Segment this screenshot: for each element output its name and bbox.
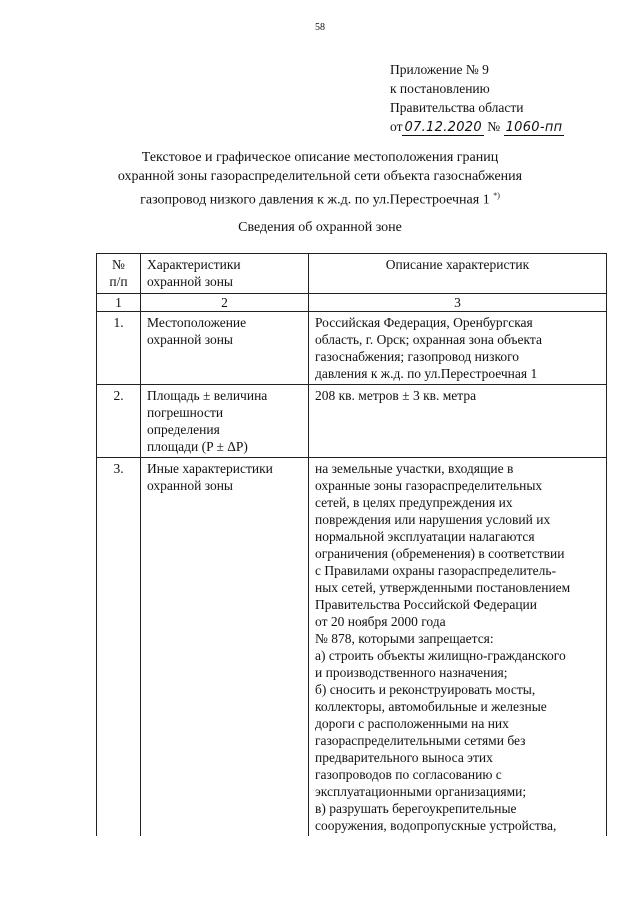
footnote-mark: *) — [493, 191, 500, 200]
row-characteristic — [141, 312, 309, 385]
row-characteristic — [141, 458, 309, 837]
table-row — [97, 312, 607, 385]
appendix-block — [390, 60, 564, 137]
description-line: коллекторы, автомобильные и железные — [315, 699, 547, 714]
description-line: Правительства Российской Федерации — [315, 597, 537, 612]
description-line: сооружения, водопропускные устройства, — [315, 818, 557, 833]
description-line: газоснабжения; газопровод низкого — [315, 349, 520, 364]
description-line: газораспределительными сетями без — [315, 733, 526, 748]
characteristic-line: погрешности — [147, 405, 224, 420]
section-title: Сведения об охранной зоне — [238, 220, 402, 235]
document-title — [80, 148, 560, 210]
header-num-cell — [97, 254, 141, 294]
description-line: на земельные участки, входящие в — [315, 461, 514, 476]
appendix-line-1: Приложение № 9 — [390, 62, 489, 77]
header-description-cell: Описание характеристик — [309, 254, 607, 294]
description-line: дороги с расположенными на них — [315, 716, 509, 731]
row-characteristic — [141, 385, 309, 458]
description-line: давления к ж.д. по ул.Перестроечная 1 — [315, 366, 538, 381]
header-num-line: п/п — [109, 274, 128, 289]
table-header-row — [97, 254, 607, 294]
row-description — [309, 385, 607, 458]
column-numbers-row — [97, 294, 607, 312]
title-line-1: Текстовое и графическое описание местоположения границ — [141, 150, 499, 165]
appendix-date-line — [390, 117, 564, 137]
characteristic-line: Иные характеристики — [147, 461, 273, 476]
title-line-3-text: газопровод низкого давления к ж.д. по ул.Перестроечная 1 — [140, 192, 490, 208]
header-num-line: № — [112, 257, 125, 272]
characteristic-line: определения — [147, 422, 220, 437]
description-line: 208 кв. метров ± 3 кв. метра — [315, 388, 477, 403]
appendix-line-3: Правительства области — [390, 100, 524, 115]
title-line-3 — [80, 186, 560, 210]
column-number: 3 — [309, 294, 607, 312]
handwritten-date: 07.12.2020 — [404, 120, 482, 135]
description-line: № 878, которыми запрещается: — [315, 631, 494, 646]
column-number: 1 — [97, 294, 141, 312]
row-number: 3. — [97, 458, 141, 837]
row-number: 2. — [97, 385, 141, 458]
header-characteristics-cell — [141, 254, 309, 294]
page-number: 58 — [315, 22, 325, 33]
description-line: б) сносить и реконструировать мосты, — [315, 682, 536, 697]
header-characteristics-line: охранной зоны — [147, 274, 234, 289]
number-prefix: № — [487, 119, 501, 134]
description-line: и производственного назначения; — [315, 665, 508, 680]
description-line: ограничения (обременения) в соответствии — [315, 546, 565, 561]
title-line-2: охранной зоны газораспределительной сети объекта газоснабжения — [117, 169, 523, 184]
description-line: газопроводов по согласованию с — [315, 767, 502, 782]
row-description — [309, 312, 607, 385]
description-line: а) строить объекты жилищно-гражданского — [315, 648, 566, 663]
characteristic-line: охранной зоны — [147, 478, 234, 493]
description-line: от 20 ноября 2000 года — [315, 614, 446, 629]
date-prefix: от — [390, 119, 403, 134]
row-description — [309, 458, 607, 837]
table-row — [97, 458, 607, 837]
description-line: предварительного выноса этих — [315, 750, 493, 765]
characteristic-line: Местоположение — [147, 315, 247, 330]
characteristic-line: Площадь ± величина — [147, 388, 268, 403]
handwritten-number: 1060-пп — [505, 120, 563, 135]
row-number: 1. — [97, 312, 141, 385]
description-line: повреждения или нарушения условий их — [315, 512, 551, 527]
description-line: нормальной эксплуатации налагаются — [315, 529, 535, 544]
description-line: с Правилами охраны газораспределитель- — [315, 563, 557, 578]
description-line: в) разрушать берегоукрепительные — [315, 801, 517, 816]
description-line: сетей, в целях предупреждения их — [315, 495, 513, 510]
description-line: область, г. Орск; охранная зона объекта — [315, 332, 542, 347]
description-line: охранные зоны газораспределительных — [315, 478, 543, 493]
table-row — [97, 385, 607, 458]
header-characteristics-line: Характеристики — [147, 257, 241, 272]
description-line: ных сетей, утвержденными постановлением — [315, 580, 571, 595]
characteristic-line: площади (P ± ΔP) — [147, 439, 248, 454]
column-number: 2 — [141, 294, 309, 312]
zone-info-table — [96, 253, 607, 836]
description-line: Российская Федерация, Оренбургская — [315, 315, 533, 330]
characteristic-line: охранной зоны — [147, 332, 234, 347]
appendix-line-2: к постановлению — [390, 81, 490, 96]
description-line: эксплуатационными организациями; — [315, 784, 527, 799]
